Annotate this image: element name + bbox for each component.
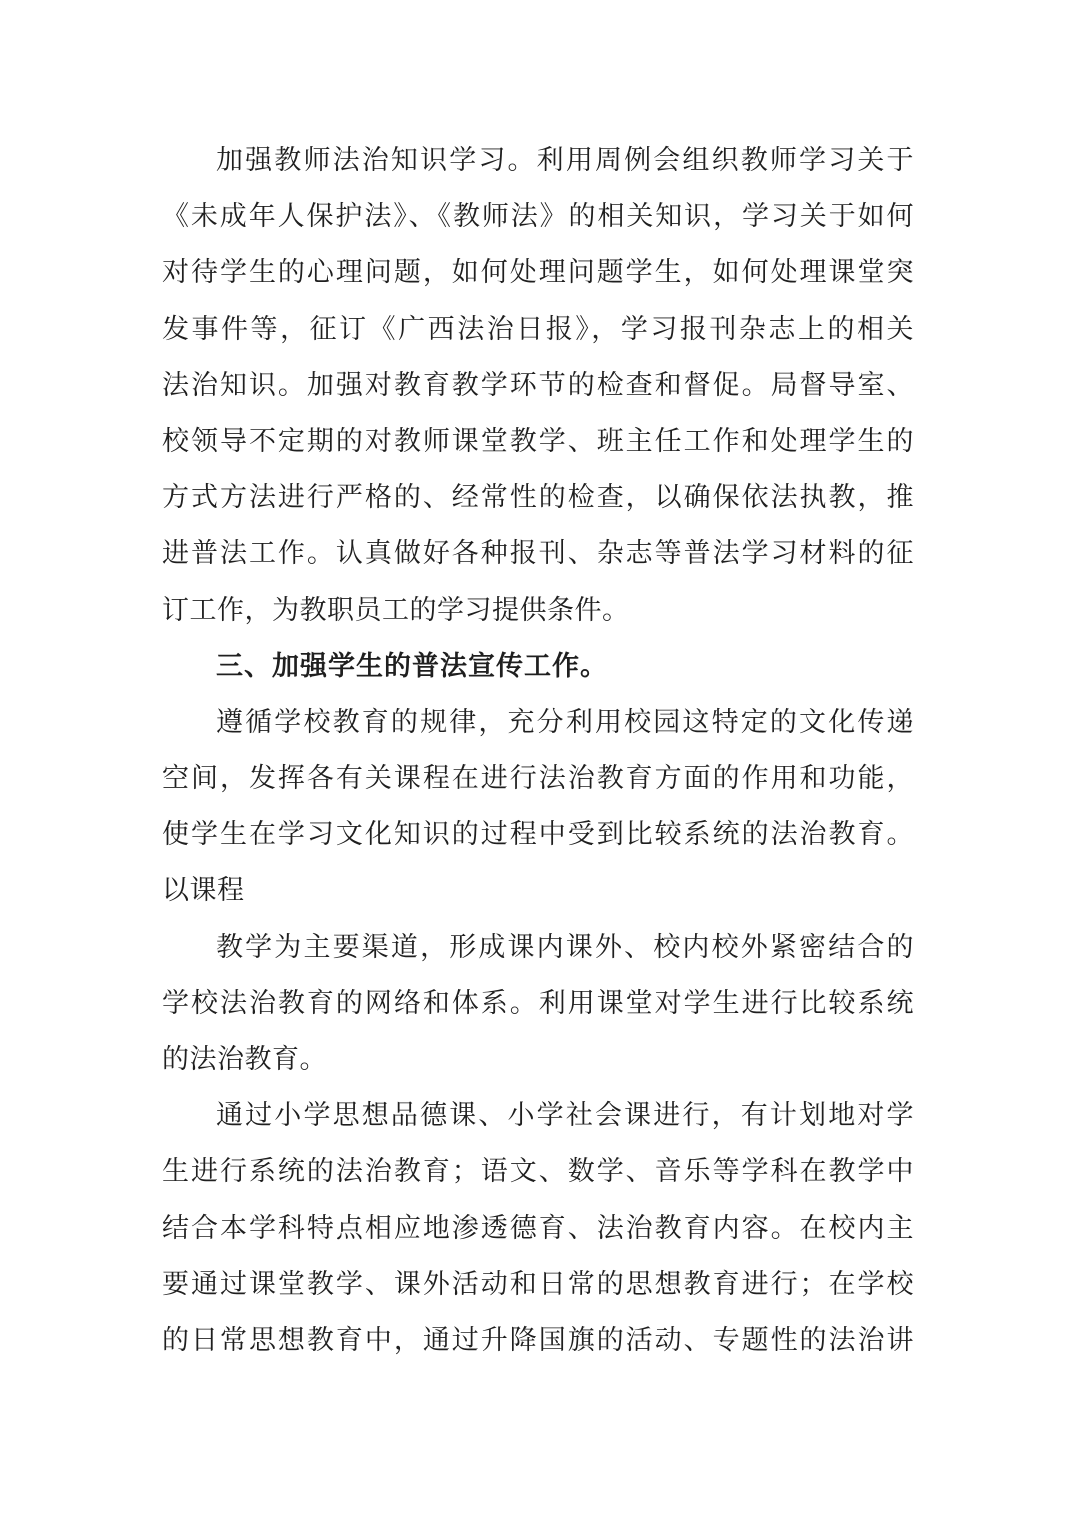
text-line: 要通过课堂教学、课外活动和日常的思想教育进行；在学校 — [162, 1268, 914, 1299]
paragraph-teacher-law-study — [162, 132, 914, 638]
text-line: 方式方法进行严格的、经常性的检查，以确保依法执教，推 — [162, 482, 914, 513]
paragraph-subject-course-infiltration — [162, 1087, 914, 1368]
heading-line: 三、加强学生的普法宣传工作。 — [216, 650, 608, 681]
text-line: 进普法工作。认真做好各种报刊、杂志等普法学习材料的征 — [162, 538, 914, 569]
text-line: 结合本学科特点相应地渗透德育、法治教育内容。在校内主 — [162, 1212, 914, 1243]
text-line: 对待学生的心理问题，如何处理问题学生，如何处理课堂突 — [162, 257, 914, 288]
paragraph-school-education-rules — [162, 694, 914, 919]
text-line: 学校法治教育的网络和体系。利用课堂对学生进行比较系统 — [162, 987, 914, 1018]
paragraph-teaching-main-channel — [162, 919, 914, 1088]
text-line: 《未成年人保护法》、《教师法》的相关知识，学习关于如何 — [162, 201, 914, 232]
text-line: 生进行系统的法治教育；语文、数学、音乐等学科在教学中 — [162, 1156, 914, 1187]
text-line: 教学为主要渠道，形成课内课外、校内校外紧密结合的 — [216, 931, 914, 962]
text-line: 的日常思想教育中，通过升降国旗的活动、专题性的法治讲 — [162, 1324, 914, 1355]
text-line: 使学生在学习文化知识的过程中受到比较系统的法治教育。 — [162, 819, 914, 850]
text-line: 空间，发挥各有关课程在进行法治教育方面的作用和功能， — [162, 763, 914, 794]
text-line: 遵循学校教育的规律，充分利用校园这特定的文化传递 — [216, 706, 914, 737]
text-line: 订工作，为教职员工的学习提供条件。 — [162, 594, 630, 625]
document-body — [162, 132, 914, 1368]
text-line: 以课程 — [162, 875, 245, 906]
heading-section-three-student-legal-publicity — [162, 638, 914, 694]
text-line: 的法治教育。 — [162, 1044, 327, 1074]
text-line: 通过小学思想品德课、小学社会课进行，有计划地对学 — [216, 1100, 914, 1131]
text-line: 法治知识。加强对教育教学环节的检查和督促。局督导室、 — [162, 369, 914, 400]
text-line: 加强教师法治知识学习。利用周例会组织教师学习关于 — [216, 145, 914, 175]
text-line: 校领导不定期的对教师课堂教学、班主任工作和处理学生的 — [162, 425, 914, 456]
text-line: 发事件等，征订《广西法治日报》，学习报刊杂志上的相关 — [162, 313, 914, 344]
